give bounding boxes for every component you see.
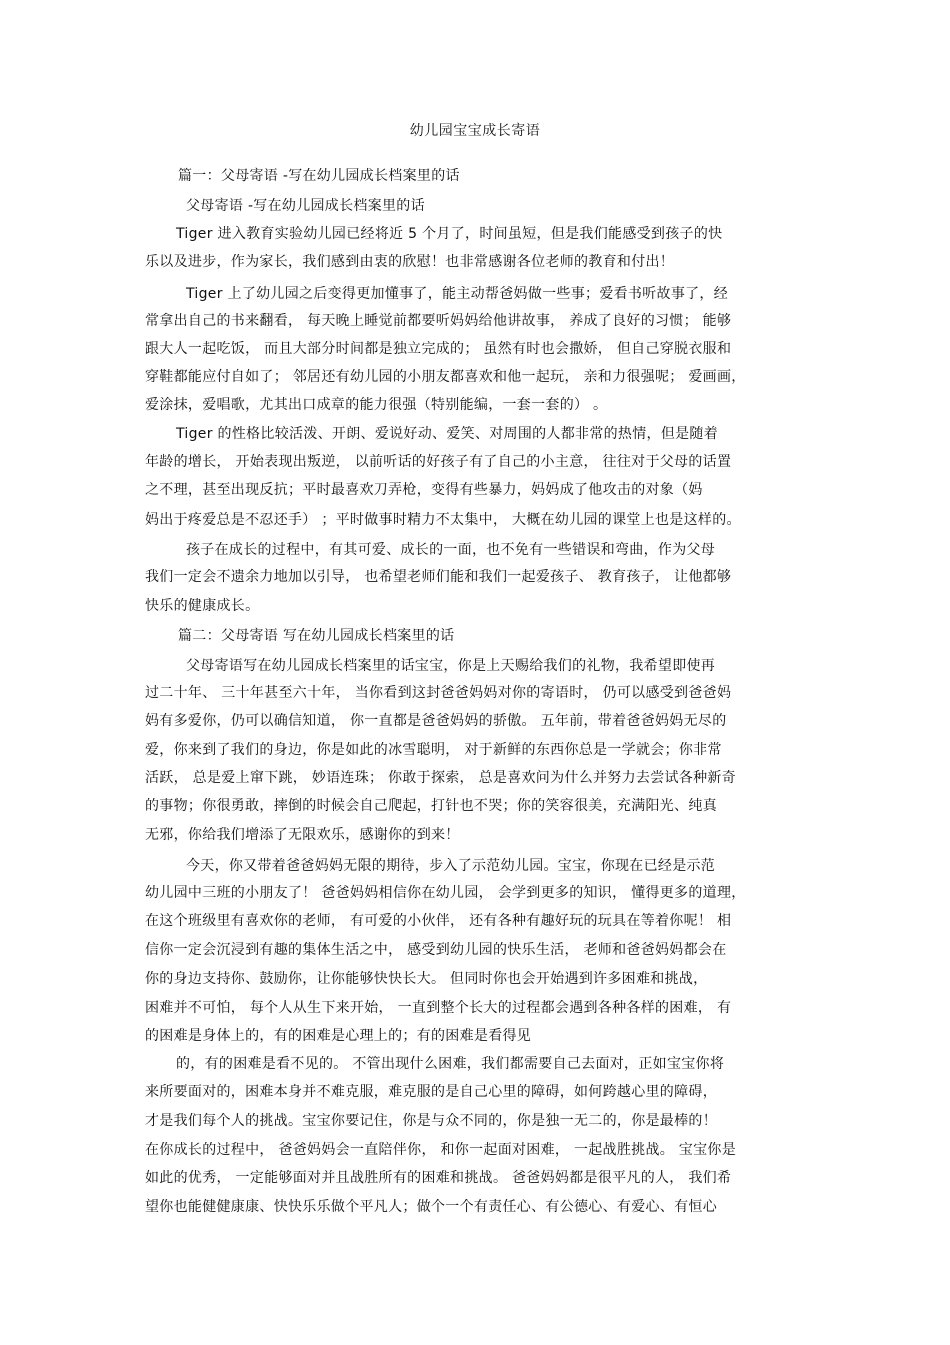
paragraph-line: 的事物；你很勇敢，摔倒的时候会自己爬起，打针也不哭；你的笑容很美，充满阳光、纯真 [145, 798, 717, 814]
section-heading-2: 篇二：父母寄语 写在幼儿园成长档案里的话 [178, 628, 455, 644]
paragraph-line: 信你一定会沉浸到有趣的集体生活之中， 感受到幼儿园的快乐生活， 老师和爸爸妈妈都会在 [145, 942, 727, 958]
paragraph-line: 年龄的增长， 开始表现出叛逆， 以前听话的好孩子有了自己的小主意， 往往对于父母的话置 [145, 454, 732, 470]
paragraph-line: 穿鞋都能应付自如了； 邻居还有幼儿园的小朋友都喜欢和他一起玩， 亲和力很强呢； 爱画画， [145, 369, 746, 385]
paragraph-line: 活跃， 总是爱上窜下跳， 妙语连珠； 你敢于探索， 总是喜欢问为什么并努力去尝试各种新奇 [145, 770, 736, 786]
paragraph-line: 的，有的困难是看不见的。 不管出现什么困难，我们都需要自己去面对，正如宝宝你将 [176, 1056, 725, 1072]
paragraph-line: 之不理，甚至出现反抗；平时最喜欢刀弄枪，变得有些暴力，妈妈成了他攻击的对象（妈 [145, 482, 703, 498]
section-heading-1: 篇一：父母寄语 -写在幼儿园成长档案里的话 [178, 168, 460, 184]
paragraph-line: 妈有多爱你，仍可以确信知道， 你一直都是爸爸妈妈的骄傲。 五年前，带着爸爸妈妈无尽的 [145, 713, 727, 729]
document-title: 幼儿园宝宝成长寄语 [409, 123, 541, 139]
paragraph-line: 来所要面对的，困难本身并不难克服，难克服的是自己心里的障碍，如何跨越心里的障碍， [145, 1084, 717, 1100]
paragraph-line: 无邪，你给我们增添了无限欢乐，感谢你的到来！ [145, 827, 460, 843]
paragraph-line: 乐以及进步，作为家长，我们感到由衷的欣慰！也非常感谢各位老师的教育和付出！ [145, 254, 675, 270]
paragraph-line: 幼儿园中三班的小朋友了！ 爸爸妈妈相信你在幼儿园， 会学到更多的知识， 懂得更多的道理， [145, 885, 746, 901]
paragraph-line: Tiger 进入教育实验幼儿园已经将近 5 个月了，时间虽短，但是我们能感受到孩子的快 [176, 226, 723, 242]
paragraph-line: 妈出于疼爱总是不忍还手） ；平时做事时精力不太集中， 大概在幼儿园的课堂上也是这样的。 [145, 512, 741, 528]
paragraph-line: 如此的优秀， 一定能够面对并且战胜所有的困难和挑战。 爸爸妈妈都是很平凡的人， 我们希 [145, 1170, 732, 1186]
paragraph-line: 快乐的健康成长。 [145, 598, 260, 614]
paragraph-line: 在你成长的过程中， 爸爸妈妈会一直陪伴你， 和你一起面对困难， 一起战胜挑战。 宝宝你是 [145, 1142, 736, 1158]
paragraph-line: 在这个班级里有喜欢你的老师， 有可爱的小伙伴， 还有各种有趣好玩的玩具在等着你呢！ 相 [145, 913, 732, 929]
paragraph-line: 困难并不可怕， 每个人从生下来开始， 一直到整个长大的过程都会遇到各种各样的困难， 有 [145, 1000, 732, 1016]
subheading: 父母寄语 -写在幼儿园成长档案里的话 [186, 198, 425, 214]
paragraph-line: 父母寄语写在幼儿园成长档案里的话宝宝，你是上天赐给我们的礼物，我希望即使再 [186, 658, 716, 674]
paragraph-line: 你的身边支持你、鼓励你，让你能够快快长大。 但同时你也会开始遇到许多困难和挑战， [145, 971, 708, 987]
paragraph-line: 的困难是身体上的，有的困难是心理上的；有的困难是看得见 [145, 1028, 532, 1044]
paragraph-line: 爱涂抹，爱唱歌，尤其出口成章的能力很强（特别能编，一套一套的） 。 [145, 397, 608, 413]
paragraph-line: 今天，你又带着爸爸妈妈无限的期待，步入了示范幼儿园。宝宝，你现在已经是示范 [186, 858, 716, 874]
paragraph-line: 常拿出自己的书来翻看， 每天晚上睡觉前都要听妈妈给他讲故事， 养成了良好的习惯； 能够 [145, 313, 732, 329]
paragraph-line: Tiger 上了幼儿园之后变得更加懂事了，能主动帮爸妈做一些事；爱看书听故事了，经 [186, 286, 729, 302]
paragraph-line: 孩子在成长的过程中，有其可爱、成长的一面，也不免有一些错误和弯曲，作为父母 [186, 542, 716, 558]
paragraph-line: 望你也能健健康康、快快乐乐做个平凡人；做个一个有责任心、有公德心、有爱心、有恒心 [145, 1199, 717, 1215]
paragraph-line: 我们一定会不遗余力地加以引导， 也希望老师们能和我们一起爱孩子、 教育孩子， 让他都够 [145, 569, 732, 585]
paragraph-line: 爱，你来到了我们的身边，你是如此的冰雪聪明， 对于新鲜的东西你总是一学就会；你非常 [145, 742, 722, 758]
paragraph-line: Tiger 的性格比较活泼、开朗、爱说好动、爱笑、对周围的人都非常的热情，但是随着 [176, 426, 719, 442]
paragraph-line: 才是我们每个人的挑战。宝宝你要记住，你是与众不同的，你是独一无二的，你是最棒的！ [145, 1113, 717, 1129]
paragraph-line: 过二十年、 三十年甚至六十年， 当你看到这封爸爸妈妈对你的寄语时， 仍可以感受到爸爸妈 [145, 685, 732, 701]
paragraph-line: 跟大人一起吃饭， 而且大部分时间都是独立完成的； 虽然有时也会撒娇， 但自己穿脱衣服和 [145, 341, 732, 357]
